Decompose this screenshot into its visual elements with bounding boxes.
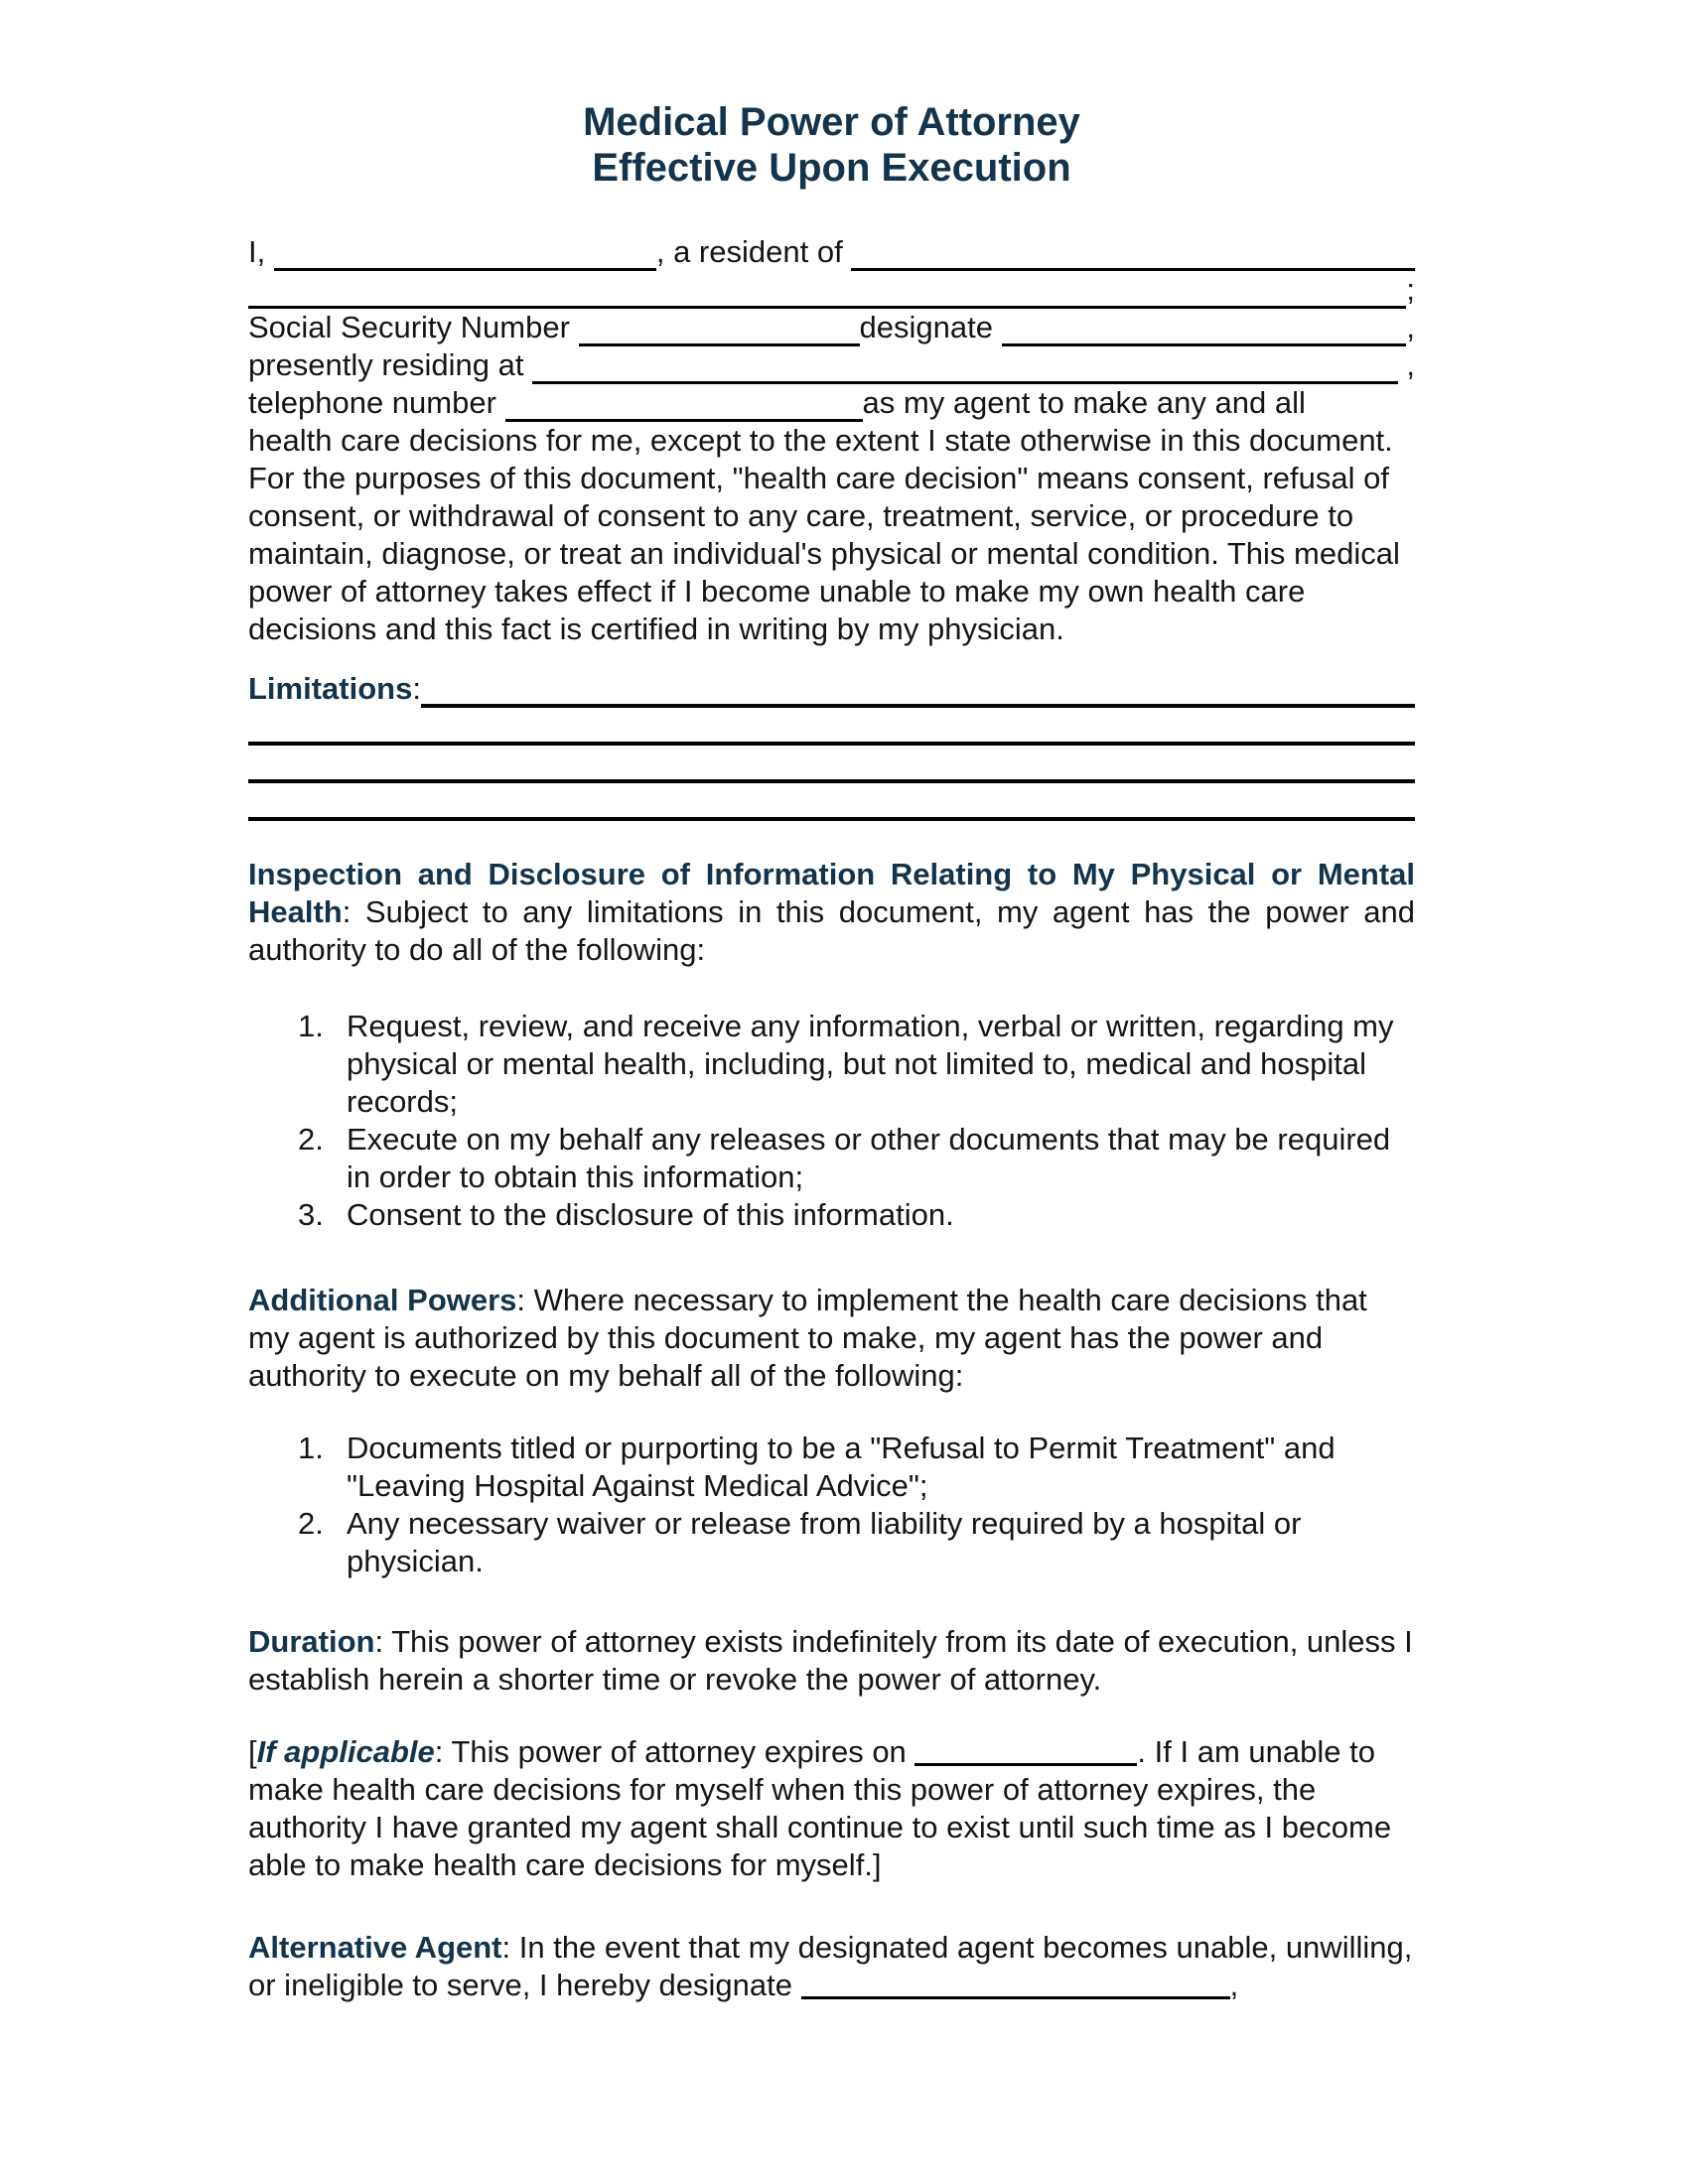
additional-powers-paragraph [248,1282,1415,1395]
duration-paragraph [248,1623,1415,1699]
document-title-line1: Medical Power of Attorney [583,100,1080,144]
list-item-number: 3. [298,1197,324,1232]
expiration-text-after: . If I am unable to make health care decisions for myself when this power of attorney expires, the authority I have granted my agent shall continue to exist until such time as I become able to make health care decisions for myself.] [248,1734,1392,1882]
list-item-text: Any necessary waiver or release from liability required by a hospital or physician. [347,1506,1302,1578]
intro-line-1 [248,233,1415,271]
intro-l4-end: , [1397,347,1415,382]
intro-paragraph: health care decisions for me, except to the extent I state otherwise in this document. For the purposes of this document, "health care decision" means consent, refusal of consent, or withdrawal of consent to any care, treatment, service, or procedure to maintain, diagnose, or treat an individual's physical or mental condition. This medical power of attorney takes effect if I become unable to make my own health care decisions and this fact is certified in writing by my physician. [248,423,1400,646]
list-item-text: Request, review, and receive any information, verbal or written, regarding my physical or mental health, including, but not limited to, medical and hospital records; [347,1009,1394,1119]
intro-line-5 [248,384,1415,422]
intro-l3-end: , [1406,310,1415,344]
expiration-bracket: [ [248,1734,257,1769]
expiration-paragraph [248,1733,1415,1884]
intro-section [248,233,1415,648]
inspection-paragraph [248,856,1415,969]
alternative-agent-comma: , [1229,1968,1239,2002]
intro-line-2 [248,271,1415,309]
additional-powers-heading: Additional Powers [248,1283,517,1317]
list-item [248,1196,1415,1234]
document-title [248,99,1415,191]
list-item-number: 2. [298,1122,324,1157]
list-item [248,1008,1415,1121]
list-item [248,1505,1415,1580]
alternative-agent-heading: Alternative Agent [248,1930,502,1965]
document-title-line2: Effective Upon Execution [592,146,1071,190]
list-item [248,1121,1415,1196]
limitations-heading-line [248,670,1415,708]
list-item [248,1430,1415,1505]
list-item-number: 1. [298,1431,324,1465]
alternative-agent-name-blank[interactable] [801,1976,1230,1999]
intro-line-4 [248,346,1415,384]
limitations-colon: : [412,671,421,706]
limitations-blank-3[interactable] [248,783,1415,821]
intro-l1-pre: I, [248,234,274,269]
inspection-list [248,1008,1415,1234]
inspection-heading: Inspection and Disclosure of Information Relating to My Physical or Mental Health [248,857,1415,929]
ssn-blank[interactable] [579,341,860,346]
additional-powers-list [248,1430,1415,1580]
intro-l1-mid: , a resident of [655,234,852,269]
duration-heading: Duration [248,1624,375,1659]
if-applicable-heading: If applicable [256,1734,435,1769]
agent-name-blank[interactable] [1002,341,1407,346]
list-item-text: Consent to the disclosure of this information. [347,1197,954,1232]
principal-name-blank[interactable] [274,265,656,271]
expiration-date-blank[interactable] [914,1742,1137,1766]
list-item-number: 1. [298,1009,324,1043]
intro-l5-after: as my agent to make any and all [862,385,1306,420]
limitations-blank-0[interactable] [421,702,1415,708]
limitations-heading: Limitations [248,671,413,706]
intro-l2-end: ; [1406,272,1415,307]
ssn-label: Social Security Number [248,310,579,344]
residence-blank[interactable] [851,265,1415,271]
limitations-blank-1[interactable] [248,708,1415,746]
list-item-text: Execute on my behalf any releases or other documents that may be required in order to obtain this information; [347,1122,1391,1194]
intro-line-3 [248,309,1415,346]
telephone-label: telephone number [248,385,505,420]
limitations-blank-2[interactable] [248,746,1415,783]
residing-label: presently residing at [248,347,533,382]
inspection-text: : Subject to any limitations in this document, my agent has the power and authority to do all of the following: [248,894,1415,967]
alternative-agent-text: : In the event that my designated agent becomes unable, unwilling, or ineligible to serve, I hereby designate [248,1930,1413,2002]
list-item-text: Documents titled or purporting to be a "Refusal to Permit Treatment" and "Leaving Hospital Against Medical Advice"; [347,1431,1336,1503]
limitations-section [248,670,1415,821]
designate-label: designate [859,310,1002,344]
alternative-agent-paragraph [248,1929,1415,2004]
list-item-number: 2. [298,1506,324,1541]
additional-powers-text: : Where necessary to implement the health care decisions that my agent is authorized by this document to make, my agent has the power and authority to execute on my behalf all of the following: [248,1283,1367,1393]
expiration-text-before: : This power of attorney expires on [434,1734,915,1769]
duration-text: : This power of attorney exists indefinitely from its date of execution, unless I establish herein a shorter time or revoke the power of attorney. [248,1624,1413,1697]
